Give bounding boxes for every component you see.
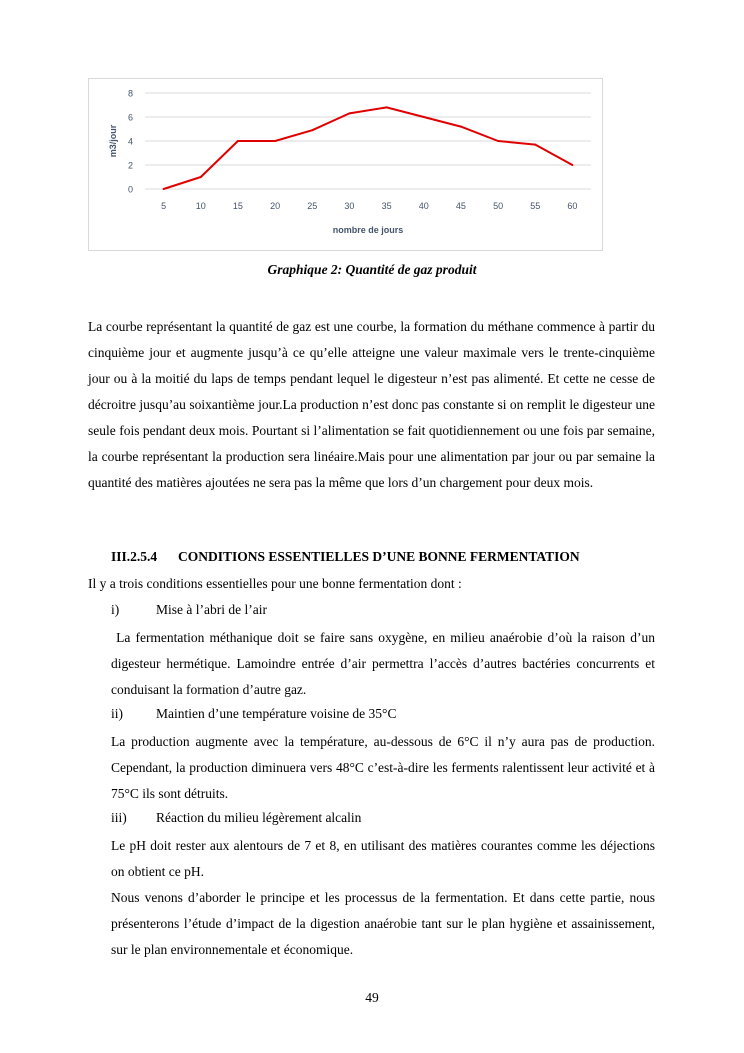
x-tick-label-8: 45	[455, 201, 466, 211]
gas-production-chart	[88, 78, 603, 251]
data-point-4	[311, 129, 313, 131]
data-point-0	[163, 188, 165, 190]
y-tick-label-1: 2	[127, 160, 133, 171]
data-point-7	[423, 116, 425, 118]
x-tick-label-10: 55	[530, 201, 541, 211]
conditions-intro: Il y a trois conditions essentielles pour une bonne fermentation dont :	[88, 576, 462, 591]
y-tick-label-0: 0	[127, 184, 133, 195]
data-point-3	[274, 140, 276, 142]
y-tick-label-2: 4	[127, 136, 133, 147]
x-axis-title: nombre de jours	[332, 225, 404, 235]
data-point-11	[571, 164, 573, 166]
data-point-1	[200, 176, 202, 178]
condition-3-number: iii)	[111, 810, 127, 825]
condition-1-number: i)	[111, 602, 120, 617]
data-point-6	[386, 106, 388, 108]
section-heading	[111, 549, 580, 565]
section-title: CONDITIONS ESSENTIELLES D’UNE BONNE FERMENTATION	[178, 549, 580, 564]
x-tick-label-2: 15	[232, 201, 243, 211]
data-point-8	[460, 126, 462, 128]
condition-3-label: Réaction du milieu légèrement alcalin	[156, 810, 362, 825]
y-tick-label-3: 6	[127, 112, 133, 123]
x-tick-label-0: 5	[161, 201, 167, 211]
condition-2-title	[111, 706, 396, 722]
chart-svg	[89, 79, 604, 252]
x-tick-label-9: 50	[493, 201, 504, 211]
condition-1-label: Mise à l’abri de l’air	[156, 602, 267, 617]
condition-2-text: La production augmente avec la température, au-dessous de 6°C il n’y aura pas de production. Cependant, la production diminuera vers 48°C c’est-à-dire les ferments ralentissent leur activité et à 75°C ils sont détruits.	[111, 734, 655, 801]
x-tick-label-4: 25	[307, 201, 318, 211]
data-point-5	[348, 112, 350, 114]
condition-2-number: ii)	[111, 706, 123, 721]
data-point-2	[237, 140, 239, 142]
section-number: III.2.5.4	[111, 549, 158, 564]
y-axis-title: m3/jour	[108, 124, 118, 158]
x-tick-label-1: 10	[195, 201, 206, 211]
x-tick-label-7: 40	[418, 201, 429, 211]
condition-3-text: Le pH doit rester aux alentours de 7 et 8, en utilisant des matières courantes comme les déjections on obtient ce pH.	[111, 838, 655, 879]
chart-caption: Graphique 2: Quantité de gaz produit	[267, 262, 477, 277]
page-number: 49	[365, 990, 379, 1005]
x-tick-label-5: 30	[344, 201, 355, 211]
condition-1-title	[111, 602, 267, 618]
y-tick-label-4: 8	[127, 88, 133, 99]
condition-2-label: Maintien d’une température voisine de 35°C	[156, 706, 397, 721]
paragraph-gas-curve: La courbe représentant la quantité de gaz est une courbe, la formation du méthane commence à partir du cinquième jour et augmente jusqu’à ce qu’elle atteigne une valeur maximale vers le trente-cinquième jour ou à la moitié du laps de temps pendant lequel le digesteur n’est pas alimenté. Et cette ne cesse de décroitre jusqu’au soixantième jour.La production n’est donc pas constante si on remplit le digesteur une seule fois pendant deux mois. Pourtant si l’alimentation se fait quotidiennement ou une fois par semaine, la courbe représentant la production sera linéaire.Mais pour une alimentation par jour ou par semaine la quantité des matières ajoutées ne sera pas la même que lors d’un chargement pour deux mois.	[88, 319, 655, 490]
data-point-9	[497, 140, 499, 142]
x-tick-label-6: 35	[381, 201, 392, 211]
condition-3-title	[111, 810, 361, 826]
series-line	[164, 107, 573, 189]
x-tick-label-3: 20	[270, 201, 281, 211]
condition-1-text: La fermentation méthanique doit se faire sans oxygène, en milieu anaérobie d’où la raison d’un digesteur hermétique. Lamoindre entrée d’air permettra l’accès d’autres bactéries concurrents et conduisant la formation d’autre gaz.	[111, 630, 659, 697]
conclusion-paragraph: Nous venons d’aborder le principe et les processus de la fermentation. Et dans cette partie, nous présenterons l’étude d’impact de la digestion anaérobie tant sur le plan hygiène et assainissement, sur le plan environnementale et économique.	[111, 890, 655, 957]
x-tick-label-11: 60	[567, 201, 578, 211]
data-point-10	[534, 144, 536, 146]
